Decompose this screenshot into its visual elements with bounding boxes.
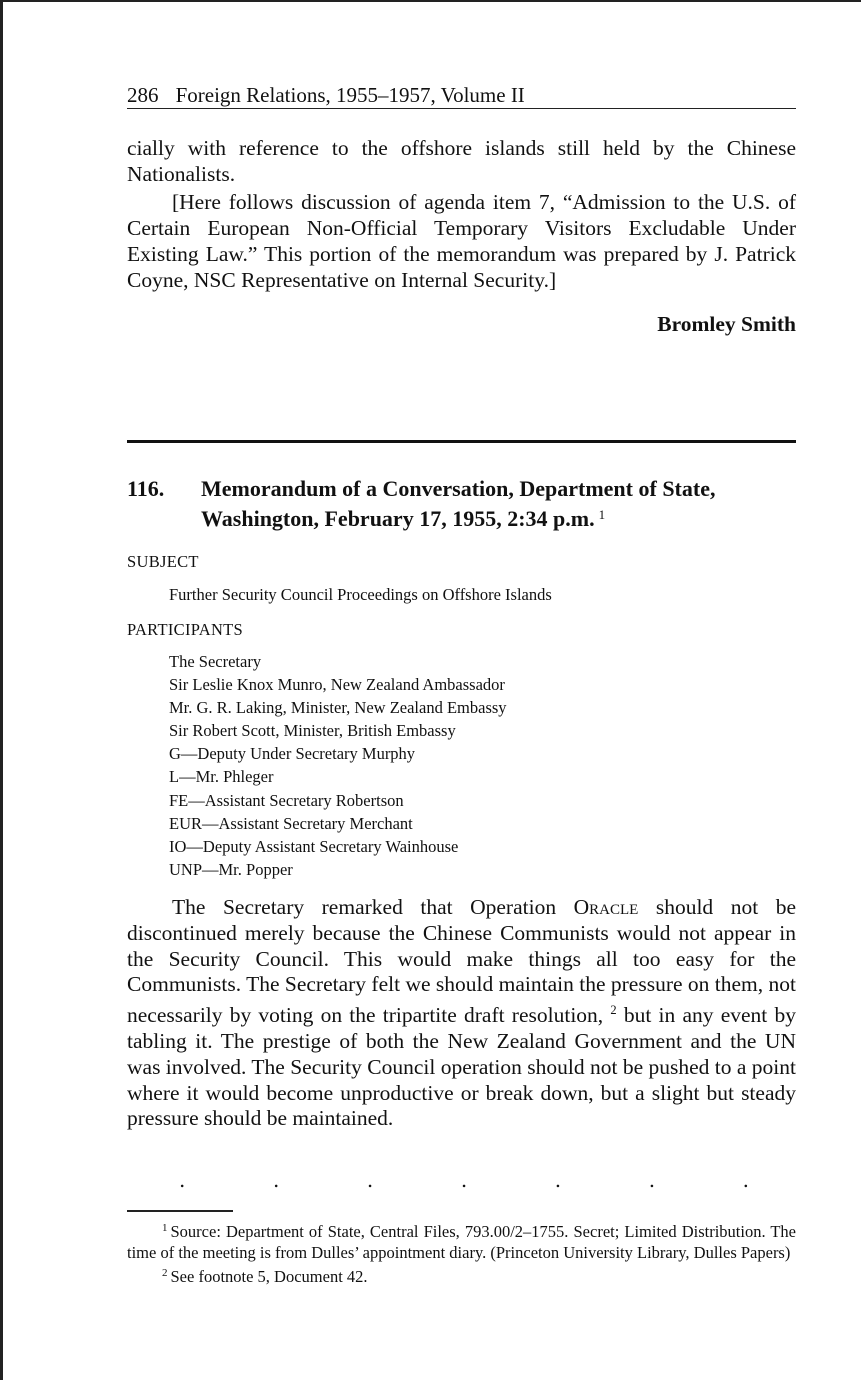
title-footnote-ref: 1: [598, 507, 606, 522]
footnote-1: [127, 1218, 796, 1263]
participant-item: L—Mr. Phleger: [169, 767, 274, 787]
participant-item: The Secretary: [169, 652, 262, 671]
scan-edge-left: [0, 0, 3, 1380]
participant-item: Sir Leslie Knox Munro, New Zealand Ambassador: [169, 675, 505, 695]
ellipsis-dot: .: [648, 1168, 656, 1192]
ellipsis-dot: .: [742, 1168, 749, 1192]
body-text-part-1: The Secretary remarked that Operation: [172, 895, 574, 919]
ellipsis-dot: .: [554, 1168, 562, 1192]
running-header: [127, 82, 796, 109]
participants-label: PARTICIPANTS: [127, 620, 244, 639]
page-number: 286: [127, 83, 159, 107]
participant-item: EUR—Assistant Secretary Merchant: [169, 813, 413, 833]
running-title: Foreign Relations, 1955–1957, Volume II: [175, 83, 525, 107]
participant-item: Mr. G. R. Laking, Minister, New Zealand Embassy: [169, 698, 507, 718]
participants-list: [169, 650, 507, 881]
footnote-text: Source: Department of State, Central Files, 793.00/2–1755. Secret; Limited Distribution. The time of the meeting is from Dulles’ appointment diary. (Princeton University Library, Dulles Papers): [127, 1222, 796, 1262]
ellipsis-dot: .: [272, 1168, 280, 1192]
document-title-text: Memorandum of a Conversation, Department of State, Washington, February 17, 1955, 2:34 p.m.: [201, 476, 716, 531]
participant-item: IO—Deputy Assistant Secretary Wainhouse: [169, 836, 459, 856]
participant-item: UNP—Mr. Popper: [169, 859, 293, 879]
signature: Bromley Smith: [657, 312, 796, 336]
ellipsis-dot: .: [366, 1168, 374, 1192]
editorial-note: [Here follows discussion of agenda item 7, “Admission to the U.S. of Certain European Non-Official Temporary Visitors Excludable Under Existing Law.” This portion of the memorandum was prepared by J. Patrick Coyne, NSC Representative on Internal Security.]: [127, 190, 796, 292]
subject-label: SUBJECT: [127, 552, 199, 571]
body-footnote-ref: 2: [610, 1003, 617, 1018]
ellipsis-dot: .: [460, 1168, 468, 1192]
footnote-marker: 1: [162, 1222, 168, 1234]
subject-text: Further Security Council Proceedings on Offshore Islands: [169, 585, 552, 604]
section-divider: [127, 440, 796, 443]
continuation-paragraph: cially with reference to the offshore islands still held by the Chinese Nationalists.: [127, 136, 796, 186]
ellipsis-dot: .: [179, 1168, 186, 1192]
footnote-text: See footnote 5, Document 42.: [170, 1267, 368, 1286]
footnote-2: [127, 1263, 796, 1287]
participant-item: G—Deputy Under Secretary Murphy: [169, 744, 416, 764]
footnote-marker: 2: [162, 1267, 168, 1279]
body-paragraph: [127, 895, 796, 1132]
document-title: [201, 476, 781, 532]
participant-item: Sir Robert Scott, Minister, British Embassy: [169, 721, 456, 741]
document-number: 116.: [127, 476, 165, 501]
omission-ellipsis: [179, 1170, 749, 1190]
participant-item: FE—Assistant Secretary Robertson: [169, 790, 404, 810]
scan-edge-top: [0, 0, 861, 2]
body-text-part-2: should not be discontinued merely because the Chinese Communists would not appear in the Security Council. This would make things all too easy for the Communists. The Secretary felt we should maintain the pressure on them, not necessarily by voting on the tripartite draft resolution,: [127, 895, 796, 1028]
body-text-part-3: but in any event by tabling it. The prestige of both the New Zealand Government and the UN was involved. The Security Council operation should not be pushed to a point where it would become unproductive or break down, but a slight but steady pressure should be maintained.: [127, 1003, 796, 1131]
footnotes: [127, 1218, 796, 1287]
footnote-rule: [127, 1210, 233, 1212]
operation-codename: Oracle: [573, 895, 639, 919]
